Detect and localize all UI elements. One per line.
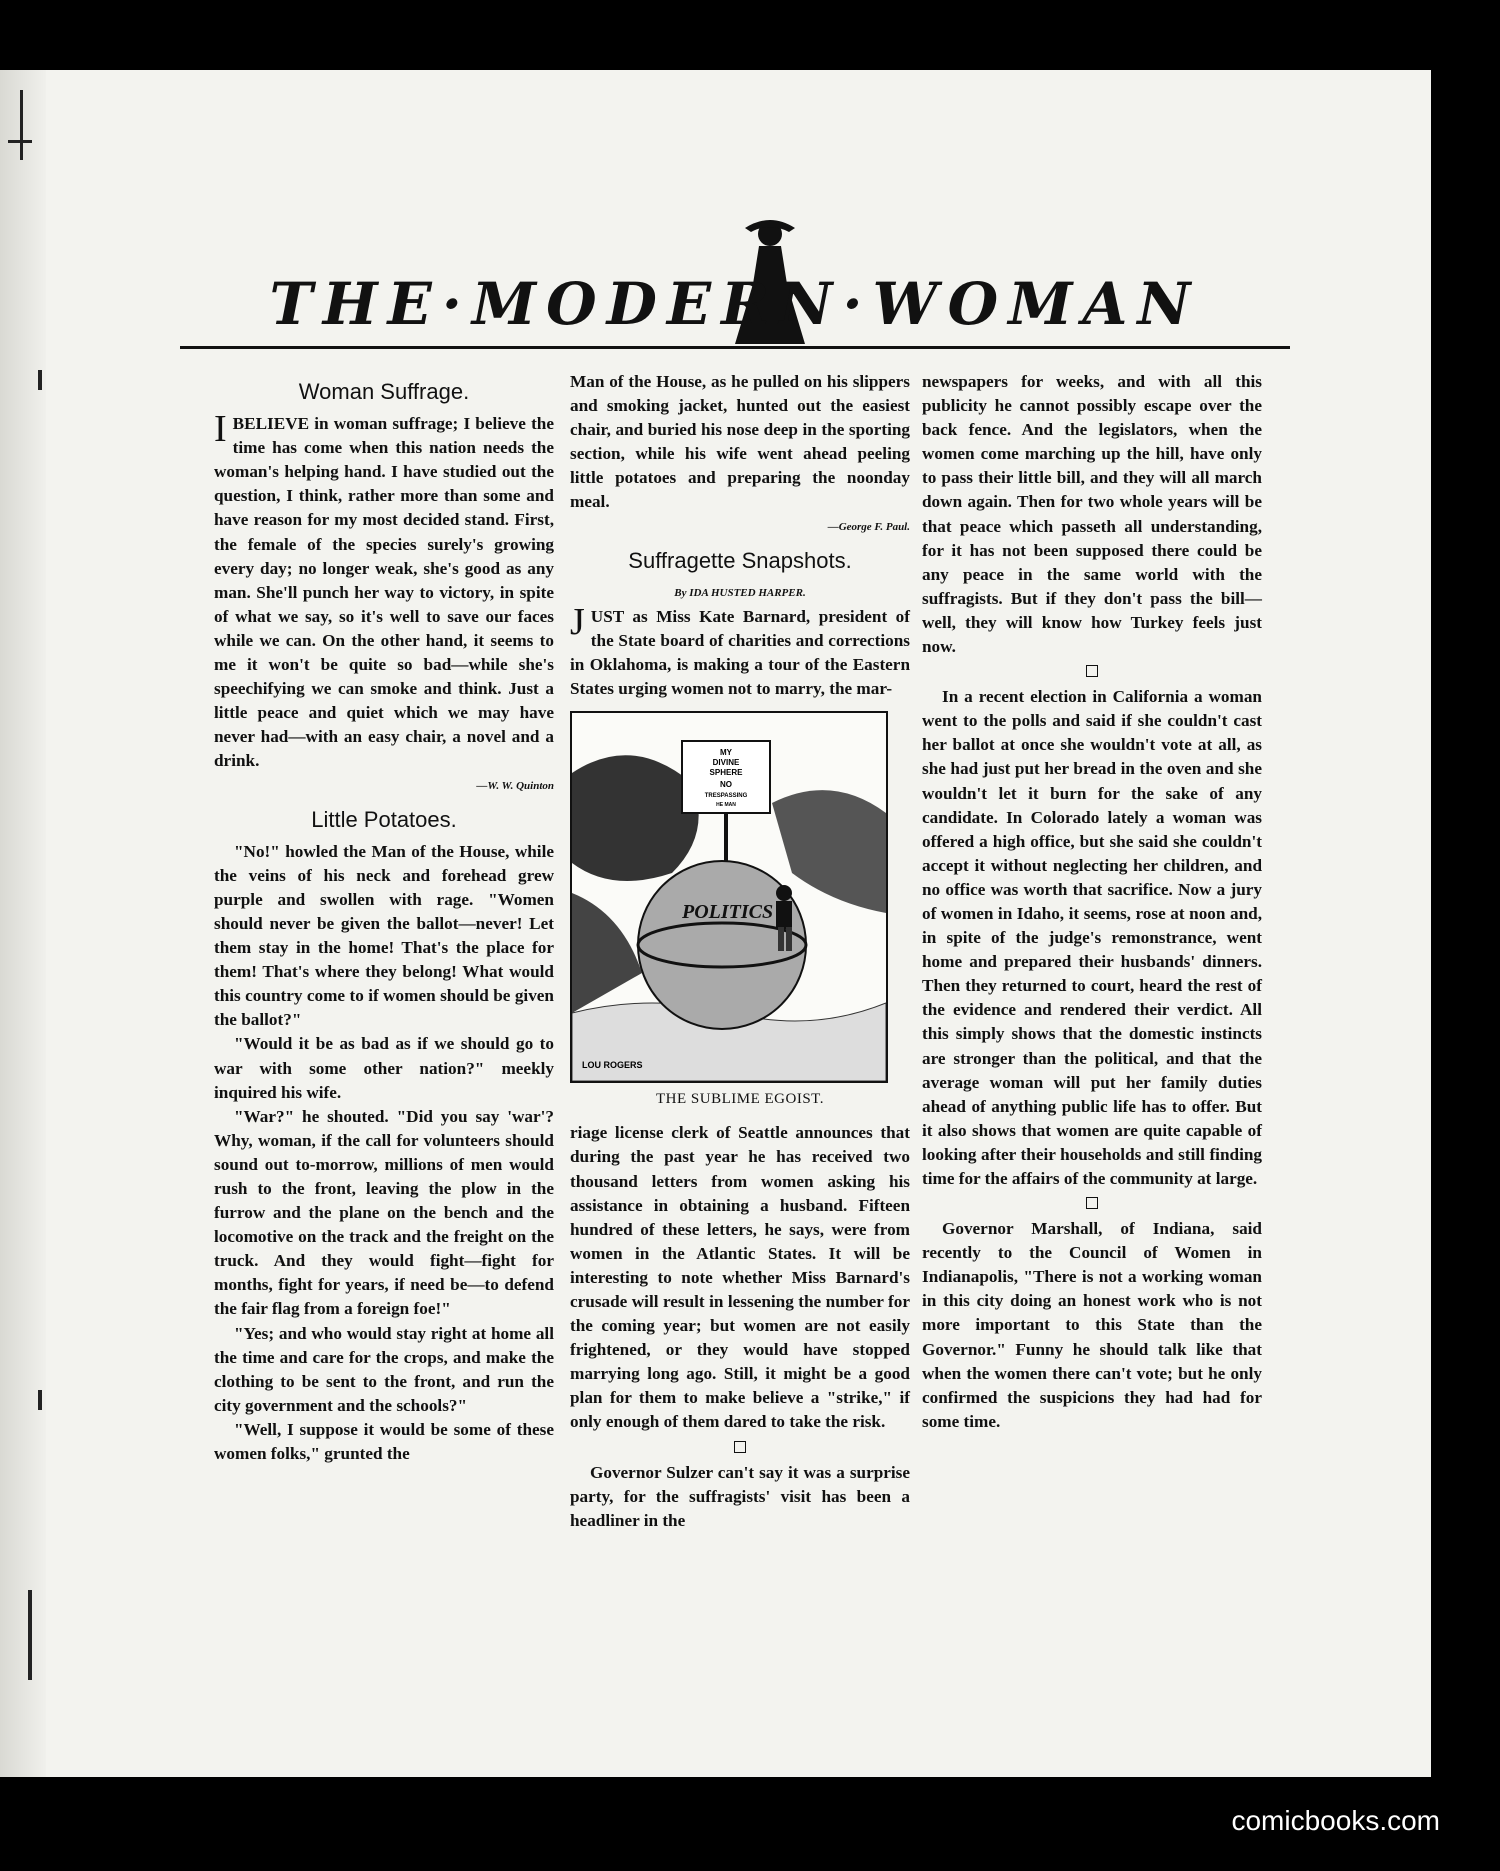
cartoon-sign-text: HE MAN: [716, 802, 736, 809]
article-paragraph: "No!" howled the Man of the House, while the veins of his neck and forehead grew purple and swollen with rage. "Women should never be given the ballot—never! Let them stay in the home! That's the place for them! That's where they belong! What would this country come to if women should be given the ballot?": [214, 841, 554, 1030]
drop-cap: I: [214, 408, 227, 451]
article-paragraph: Governor Sulzer can't say it was a surprise party, for the suffragists' visit has been a headliner in the: [570, 1462, 910, 1530]
gutter-mark: [28, 1590, 32, 1680]
cartoon-artist-signature: LOU ROGERS: [582, 1060, 643, 1071]
masthead-title: THE·MODERN·WOMAN: [269, 270, 1201, 338]
author-signature: —George F. Paul.: [827, 520, 910, 533]
cartoon-caption: THE SUBLIME EGOIST.: [656, 1091, 824, 1108]
byline: By IDA HUSTED HARPER.: [674, 586, 806, 599]
paragraph-text: UST as Miss Kate Barnard, president of the State board of charities and corrections in Oklahoma, is making a tour of the Eastern States urging women not to marry, the mar-: [570, 606, 910, 699]
column-right: [922, 370, 1262, 1434]
author-signature: —W. W. Quinton: [476, 779, 554, 792]
article-paragraph: [570, 600, 910, 701]
article-paragraph: newspapers for weeks, and with all this publicity he cannot possibly escape over the back fence. And the legislators, when the women come marching up the hill, have only to pass their little bill, and they will all march down again. Then for two whole years will be that peace which passeth all understanding, for it has not been supposed there could be any peace in the same world with the suffragists. But if they don't pass the bill—well, they will know how Turkey feels just now.: [922, 372, 1262, 657]
header-rule: [180, 346, 1290, 349]
cartoon-sign-text: DIVINE: [712, 758, 740, 768]
paragraph-text: BELIEVE in woman suffrage; I believe the time has come when this nation needs the woman's helping hand. I have studied out the question, I think, rather more than some and have reason for my most decided stand. First, the female of the species surely's growing every day; no longer weak, she's good as any man. She'll punch her way to victory, in spite of what we say, so it's well to save our faces while we can. On the other hand, it seems to me it won't be quite so bad—while she's speechifying we can smoke and think. Just a little peace and quiet which we may have never had—with an easy chair, a novel and a drink.: [214, 414, 554, 771]
magazine-page: [0, 70, 1431, 1777]
watermark-credit: comicbooks.com: [1231, 1805, 1440, 1836]
cartoon-sign-text: SPHERE: [709, 768, 743, 778]
article-paragraph: Governor Marshall, of Indiana, said recently to the Council of Women in Indianapolis, "There is not a working woman in this city doing an honest work who is not more important to this State than the Governor." Funny he should talk like that when the women there can't vote; but he only confirmed the suspicions they had had for some time.: [922, 1219, 1262, 1431]
column-middle: [570, 370, 910, 1533]
section-divider-box: [734, 1441, 746, 1453]
article-title: Woman Suffrage.: [298, 379, 470, 404]
article-title: Little Potatoes.: [311, 806, 457, 832]
binding-gutter: [0, 70, 46, 1777]
gutter-mark: [20, 90, 23, 160]
section-divider-box: [1086, 1197, 1098, 1209]
cartoon-sign-text: MY: [720, 748, 732, 758]
article-title: Suffragette Snapshots.: [628, 547, 852, 573]
article-paragraph: "Yes; and who would stay right at home all the time and care for the crops, and make the clothing to be sent to the front, and run the city government and the schools?": [214, 1323, 554, 1415]
article-paragraph: "Would it be as bad as if we should go to war with some other nation?" meekly inquired his wife.: [214, 1034, 554, 1102]
political-cartoon: [570, 711, 888, 1083]
cartoon-globe-label: POLITICS: [682, 901, 774, 924]
article-paragraph: In a recent election in California a woman went to the polls and said if she couldn't cast her ballot at once she wouldn't vote at all, as she had just put her bread in the oven and she wouldn't let it burn for the sake of any candidate. In Colorado lately a woman was offered a high office, but she said she couldn't accept it without neglecting her children, and no office was worth that sacrifice. Now a jury of women in Idaho, it seems, rose at noon and, in spite of the judge's remonstrance, went home and prepared their husbands' dinners. Then they returned to court, heard the rest of the evidence and rendered their verdict. All this simply shows that the domestic instincts are stronger than the political, and that the average woman will put her family duties ahead of anything public life has to offer. But it also shows that women are quite capable of looking after their households and still finding time for the affairs of the community at large.: [922, 687, 1262, 1188]
article-paragraph: Man of the House, as he pulled on his slippers and smoking jacket, hunted out the easiest chair, and buried his nose deep in the sporting section, while his wife went ahead peeling little potatoes and preparing the noonday meal.: [570, 372, 910, 512]
masthead-area: [180, 190, 1290, 350]
cartoon-illustration: [572, 713, 886, 1081]
article-paragraph: "War?" he shouted. "Did you say 'war'? Why, woman, if the call for volunteers should sound out to-morrow, millions of men would rush to the front, leaving the plow in the furrow and the plane on the bench and the locomotive on the track and the freight on the truck. And they would fight—fight for months, fight for years, if need be—to defend the fair flag from a foreign foe!": [214, 1106, 554, 1319]
article-paragraph: [214, 408, 554, 773]
gutter-mark: [8, 140, 32, 143]
cartoon-sign-text: NO: [720, 780, 732, 790]
section-divider-box: [1086, 665, 1098, 677]
gutter-mark: [38, 1390, 42, 1410]
article-paragraph: "Well, I suppose it would be some of these women folks," grunted the: [214, 1419, 554, 1464]
column-left: [214, 370, 554, 1466]
gutter-mark: [38, 370, 42, 390]
article-paragraph: riage license clerk of Seattle announces that during the past year he has received two thousand letters from women asking his assistance in obtaining a husband. Fifteen hundred of these letters, he says, were from women in the Atlantic States. It will be interesting to note whether Miss Barnard's crusade will result in lessening the number for the coming year; but women are not easily frightened, or they would have stopped marrying long ago. Still, it might be a good plan for them to make believe a "strike," if only enough of them dared to take the risk.: [570, 1123, 910, 1432]
cartoon-sign-text: TRESPASSING: [704, 793, 748, 800]
drop-cap: J: [570, 600, 585, 643]
